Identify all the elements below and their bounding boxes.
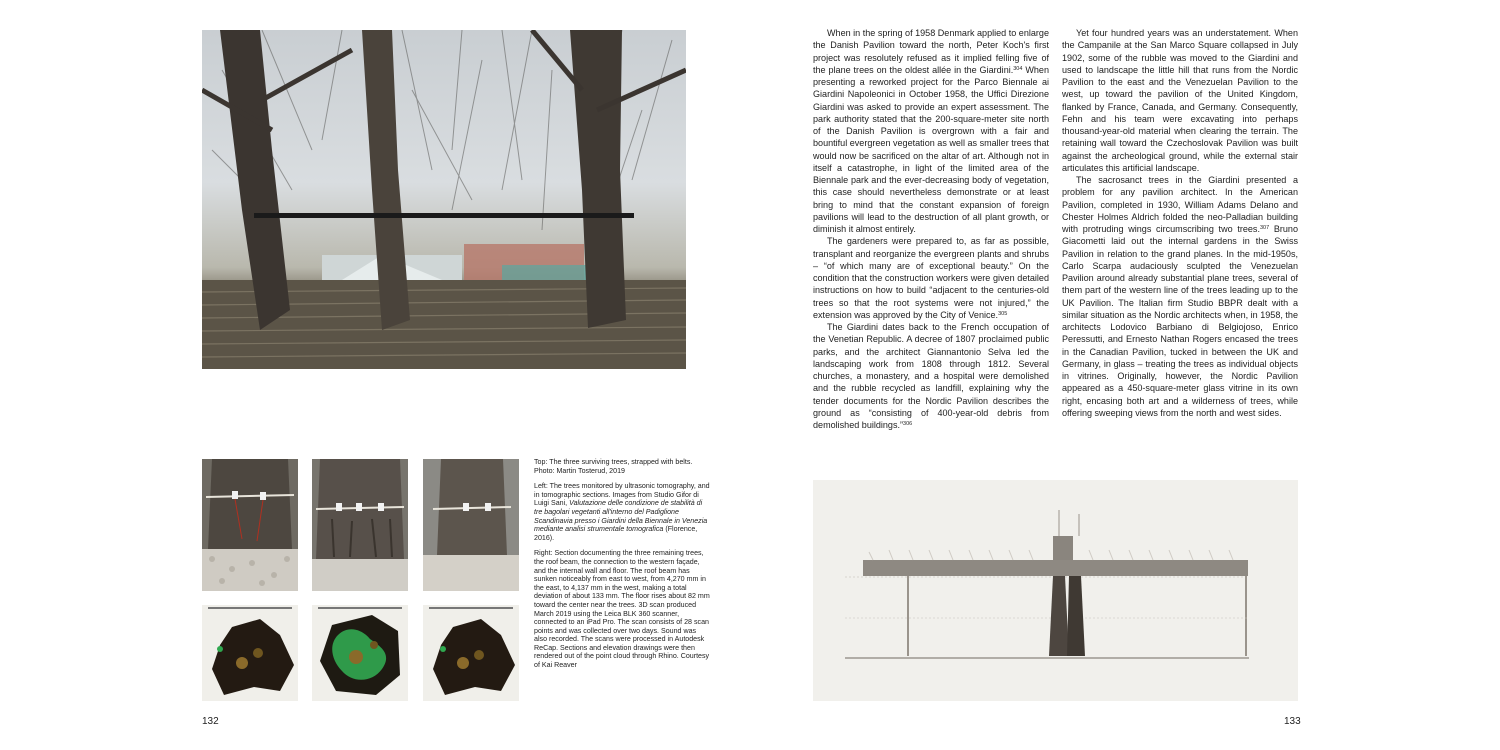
paragraph: The sacrosanct trees in the Giardini presented a problem for any pavilion architect. In the American Pavilion, completed in 1930, William Adams Delano and Chester Holmes Aldrich folded the neo-Palladian building with protruding wings circumscribing two trees.$^{307}$ Bruno Giacometti laid out the internal gardens in the Swiss Pavilion in relation to the grand planes. In the mid-1950s, Carlo Scarpa audaciously sculpted the Venezuelan Pavilion around already substantial plane trees, several of them part of the western line of the trees leading up to the UK Pavilion. The Italian firm Studio BBPR dealt with a similar situation as the Nordic architects when, in 1958, the architects Lodovico Barbiano di Belgiojoso, Enrico Peressutti, and Ernesto Nathan Rogers encased the trees in the Canadian Pavilion, tucked in between the UK and Germany, in glass – treating the trees as individual objects in vitrines. Originally, however, the Nordic Pavilion appeared as a 450-square-meter glass vitrine in its own right, encasing both art and a wilderness of trees, while offering sweeping views from the north and west sides. [1062,175,1298,418]
page-number-left: 132 [202,716,219,727]
page-number-right: 133 [1284,716,1301,727]
section-drawing [813,480,1298,701]
tomography-scan-3 [423,605,519,701]
text-column-1 [813,27,1049,431]
figure-captions [534,458,710,677]
tree-trunk-photo-1 [202,459,298,591]
right-page [750,0,1500,750]
paragraph: The Giardini dates back to the French occupation of the Venetian Republic. A decree of 1807 proclaimed public parks, and the architect Giannantonio Selva led the landscaping work from 1808 through 1812. Several churches, a monastery, and a hospital were demolished and the rubble recycled as landfill, explaining why the tender documents for the Nordic Pavilion describes the ground as “consisting of 400-year-old debris from demolished buildings.”$^{306}$ [813,322,1049,430]
tomography-scan-1 [202,605,298,701]
tree-trunk-photo-3 [423,459,519,591]
text-column-2 [1062,27,1298,419]
paragraph: Yet four hundred years was an understatement. When the Campanile at the San Marco Square collapsed in July 1902, some of the rubble was moved to the Giardini and used to landscape the little hill that runs from the Nordic Pavilion to the east and the Venezuelan Pavilion to the west, up toward the pavilion of the United Kingdom, flanked by France, Canada, and Germany. Consequently, Fehn and his team were excavating into perhaps thousand-year-old material when clearing the terrain. The retaining wall toward the Czechoslovak Pavilion was built against the archeological ground, while the external stair articulates this artificial landscape. [1062,28,1298,173]
caption-left: Left: The trees monitored by ultrasonic tomography, and in tomographic sections. Images from Studio Gifor di Luigi Sani, Valutazione delle condizione de stabilità di tre bagolari vegetanti all'interno del Padiglione Scandinavia presso i Giardini della Biennale in Venezia mediante analisi strumentale tomografica (Florence, 2016). [534,482,710,542]
photo-three-trees [202,30,686,369]
tree-trunk-photo-2 [312,459,408,591]
caption-top: Top: The three surviving trees, strapped with belts. Photo: Martin Tosterud, 2019 [534,458,693,475]
paragraph: The gardeners were prepared to, as far as possible, transplant and reorganize the evergreen plants and shrubs – “of which many are of exceptional beauty.” On the condition that the construction workers were given detailed instructions on how to build “adjacent to the centuries-old trees so that the root systems were not injured,” the extension was approved by the City of Venice.$^{305}$ [813,236,1049,320]
paragraph: When in the spring of 1958 Denmark applied to enlarge the Danish Pavilion toward the north, Peter Koch's first project was resolutely refused as it implied felling five of the plane trees on the oldest allée in the Giardini.$^{304}$ When presenting a reworked project for the Parco Biennale ai Giardini Napoleonici in October 1958, the Uffici Direzione Giardini was asked to provide an expert assessment. The park authority stated that the 200-square-meter site north of the Danish Pavilion is overgrown with a fair and bountiful evergreen vegetation as well as smaller trees that would now be sacrificed on the altar of art. Although not in itself a catastrophe, in light of the limited area of the Biennale park and the ever-decreasing body of vegetation, this case should nevertheless demonstrate or at least bring to mind that the constant expansion of foreign pavilions will lead to the destruction of all plant growth, or diminish it almost entirely. [813,28,1049,234]
caption-right: Right: Section documenting the three remaining trees, the roof beam, the connection to the western façade, and the internal wall and floor. The roof beam has sunken noticeably from east to west, from 4,270 mm in the east, to 4,137 mm in the west, making a total deviation of about 133 mm. The floor rises about 82 mm toward the center near the trees. 3D scan produced March 2019 using the Leica BLK 360 scanner, connected to an iPad Pro. The scan consists of 28 scan points and was collected over two days. Sound was also recorded. The scans were processed in Autodesk ReCap. Sections and elevation drawings were then rendered out of the point cloud through Rhino. Courtesy of Kai Reaver [534,549,710,670]
tomography-scan-2 [312,605,408,701]
